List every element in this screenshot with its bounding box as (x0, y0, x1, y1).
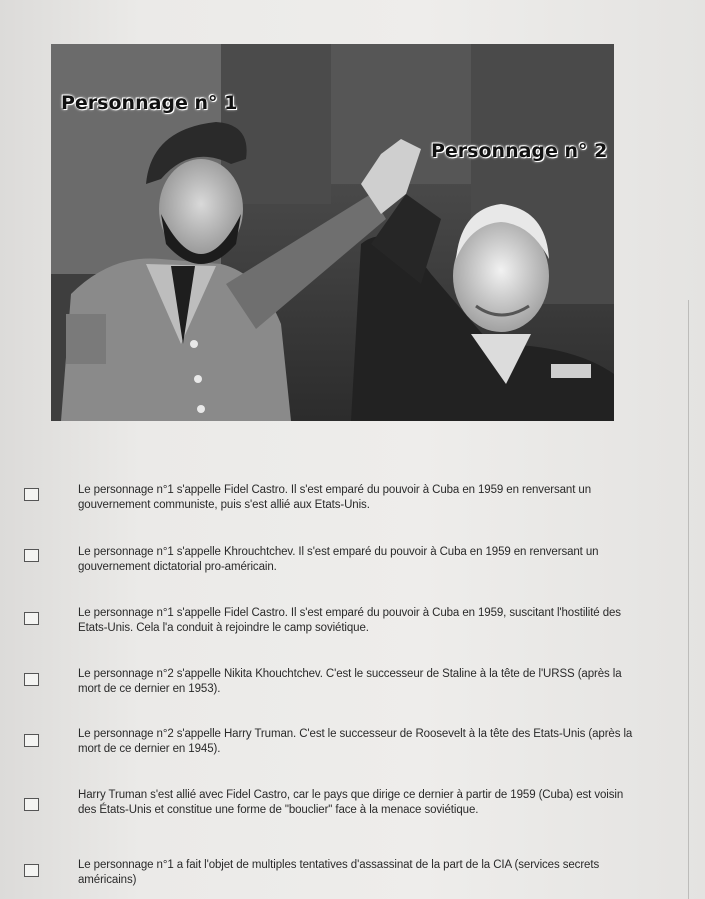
checkbox-2[interactable] (24, 549, 39, 562)
historical-photo (51, 44, 614, 421)
checkbox-4[interactable] (24, 673, 39, 686)
option-7-text: Le personnage n°1 a fait l'objet de multiples tentatives d'assassinat de la part de la CIA (services secrets américains) (78, 859, 600, 886)
checkbox-1[interactable] (24, 488, 39, 501)
label-personnage-2: Personnage n° 2 (431, 140, 608, 162)
option-4-text: Le personnage n°2 s'appelle Nikita Khouchtchev. C'est le successeur de Staline à la tête de l'URSS (après la mort de ce dernier en 1953). (78, 668, 622, 695)
checkbox-3[interactable] (24, 612, 39, 625)
option-5-text: Le personnage n°2 s'appelle Harry Truman. C'est le successeur de Roosevelt à la tête des Etats-Unis (après la mort de ce dernier en 1945). (78, 728, 633, 755)
page-edge-line (688, 300, 689, 899)
option-1-text: Le personnage n°1 s'appelle Fidel Castro. Il s'est emparé du pouvoir à Cuba en 1959 en renversant un gouvernement communiste, puis s'est allié aux Etats-Unis. (78, 484, 591, 511)
checkbox-5[interactable] (24, 734, 39, 747)
checkbox-7[interactable] (24, 864, 39, 877)
option-2-text: Le personnage n°1 s'appelle Khrouchtchev. Il s'est emparé du pouvoir à Cuba en 1959 en renversant un gouvernement dictatorial pro-américain. (78, 546, 599, 573)
option-6-text: Harry Truman s'est allié avec Fidel Castro, car le pays que dirige ce dernier à partir de 1959 (Cuba) est voisin des États-Unis et constitue une forme de "bouclier" face à la menace soviétique. (78, 789, 624, 816)
label-personnage-1: Personnage n° 1 (61, 92, 238, 114)
option-3-text: Le personnage n°1 s'appelle Fidel Castro. Il s'est emparé du pouvoir à Cuba en 1959, suscitant l'hostilité des Etats-Unis. Cela l'a conduit à rejoindre le camp soviétique. (78, 607, 621, 634)
checkbox-6[interactable] (24, 798, 39, 811)
